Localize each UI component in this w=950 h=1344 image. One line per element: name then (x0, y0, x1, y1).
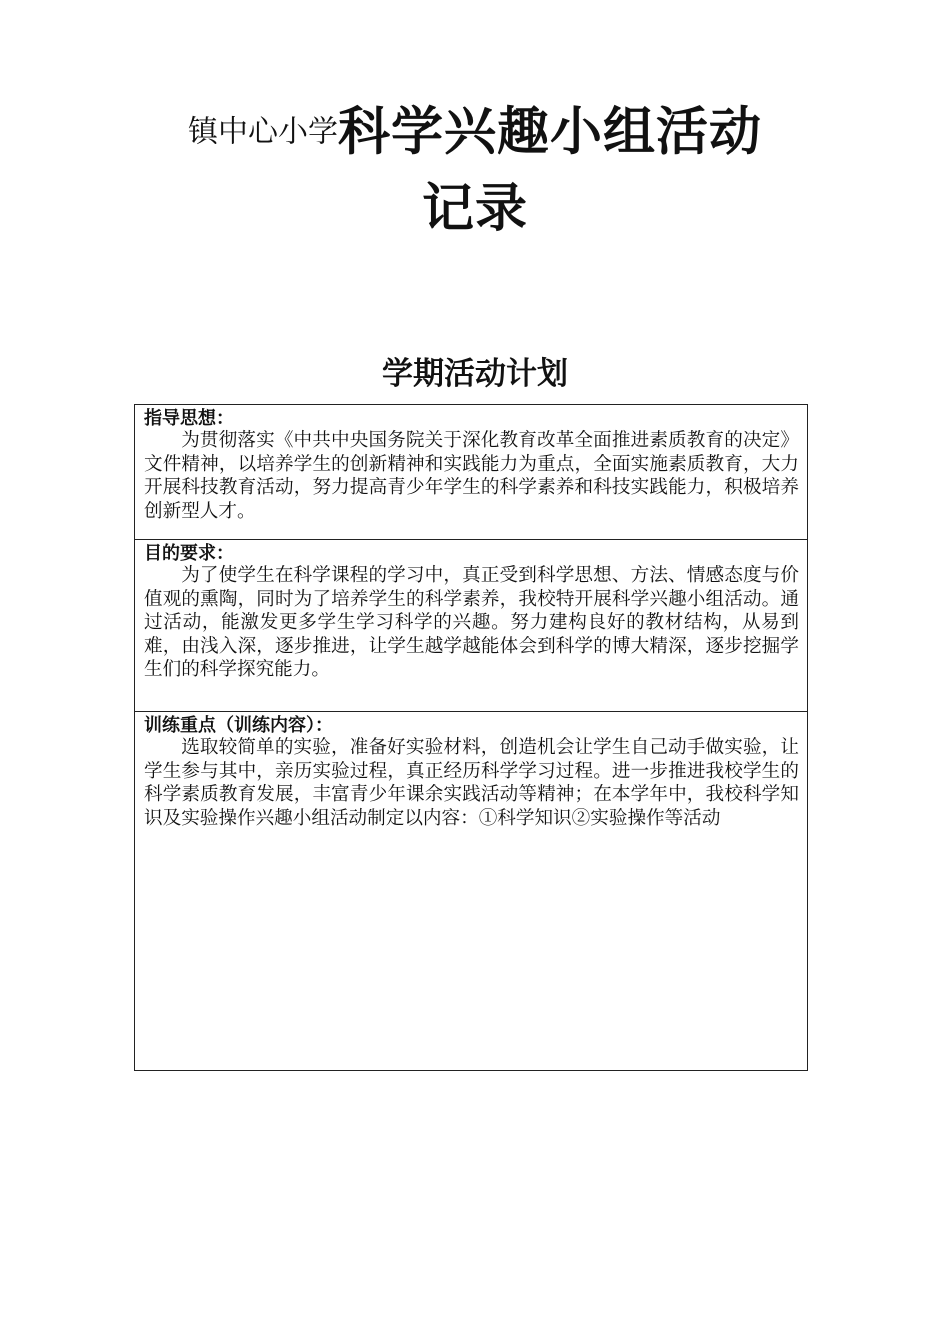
plan-row-objectives (135, 540, 807, 712)
section-title: 学期活动计划 (382, 356, 568, 392)
document-title (0, 100, 950, 241)
title-main-text: 科学兴趣小组活动 (337, 102, 762, 163)
row-body: 选取较简单的实验，准备好实验材料，创造机会让学生自己动手做实验，让学生参与其中，亲历实验过程，真正经历科学学习过程。进一步推进我校学生的科学素质教育发展，丰富青少年课余实践活动等精神；在本学年中，我校科学知识及实验操作兴趣小组活动制定以内容：①科学知识②实验操作等活动 (144, 737, 799, 829)
plan-table (134, 404, 808, 1071)
row-heading: 指导思想： (144, 408, 234, 429)
school-name: 镇中心小学 (187, 114, 338, 150)
title-line-1 (0, 100, 950, 165)
plan-row-guiding-principle (135, 405, 807, 540)
row-body: 为贯彻落实《中共中央国务院关于深化教育改革全面推进素质教育的决定》文件精神，以培养学生的创新精神和实践能力为重点，全面实施素质教育，大力开展科技教育活动，努力提高青少年学生的科学素养和科技实践能力，积极培养创新型人才。 (144, 430, 799, 522)
plan-row-training-focus (135, 712, 807, 1070)
title-line-2: 记录 (421, 178, 528, 239)
row-body: 为了使学生在科学课程的学习中，真正受到科学思想、方法、情感态度与价值观的熏陶，同时为了培养学生的科学素养，我校特开展科学兴趣小组活动。通过活动，能激发更多学生学习科学的兴趣。努力建构良好的教材结构，从易到难，由浅入深，逐步推进，让学生越学越能体会到科学的博大精深，逐步挖掘学生们的科学探究能力。 (144, 565, 799, 680)
row-heading: 训练重点（训练内容）： (144, 715, 333, 736)
row-heading: 目的要求： (144, 543, 234, 564)
